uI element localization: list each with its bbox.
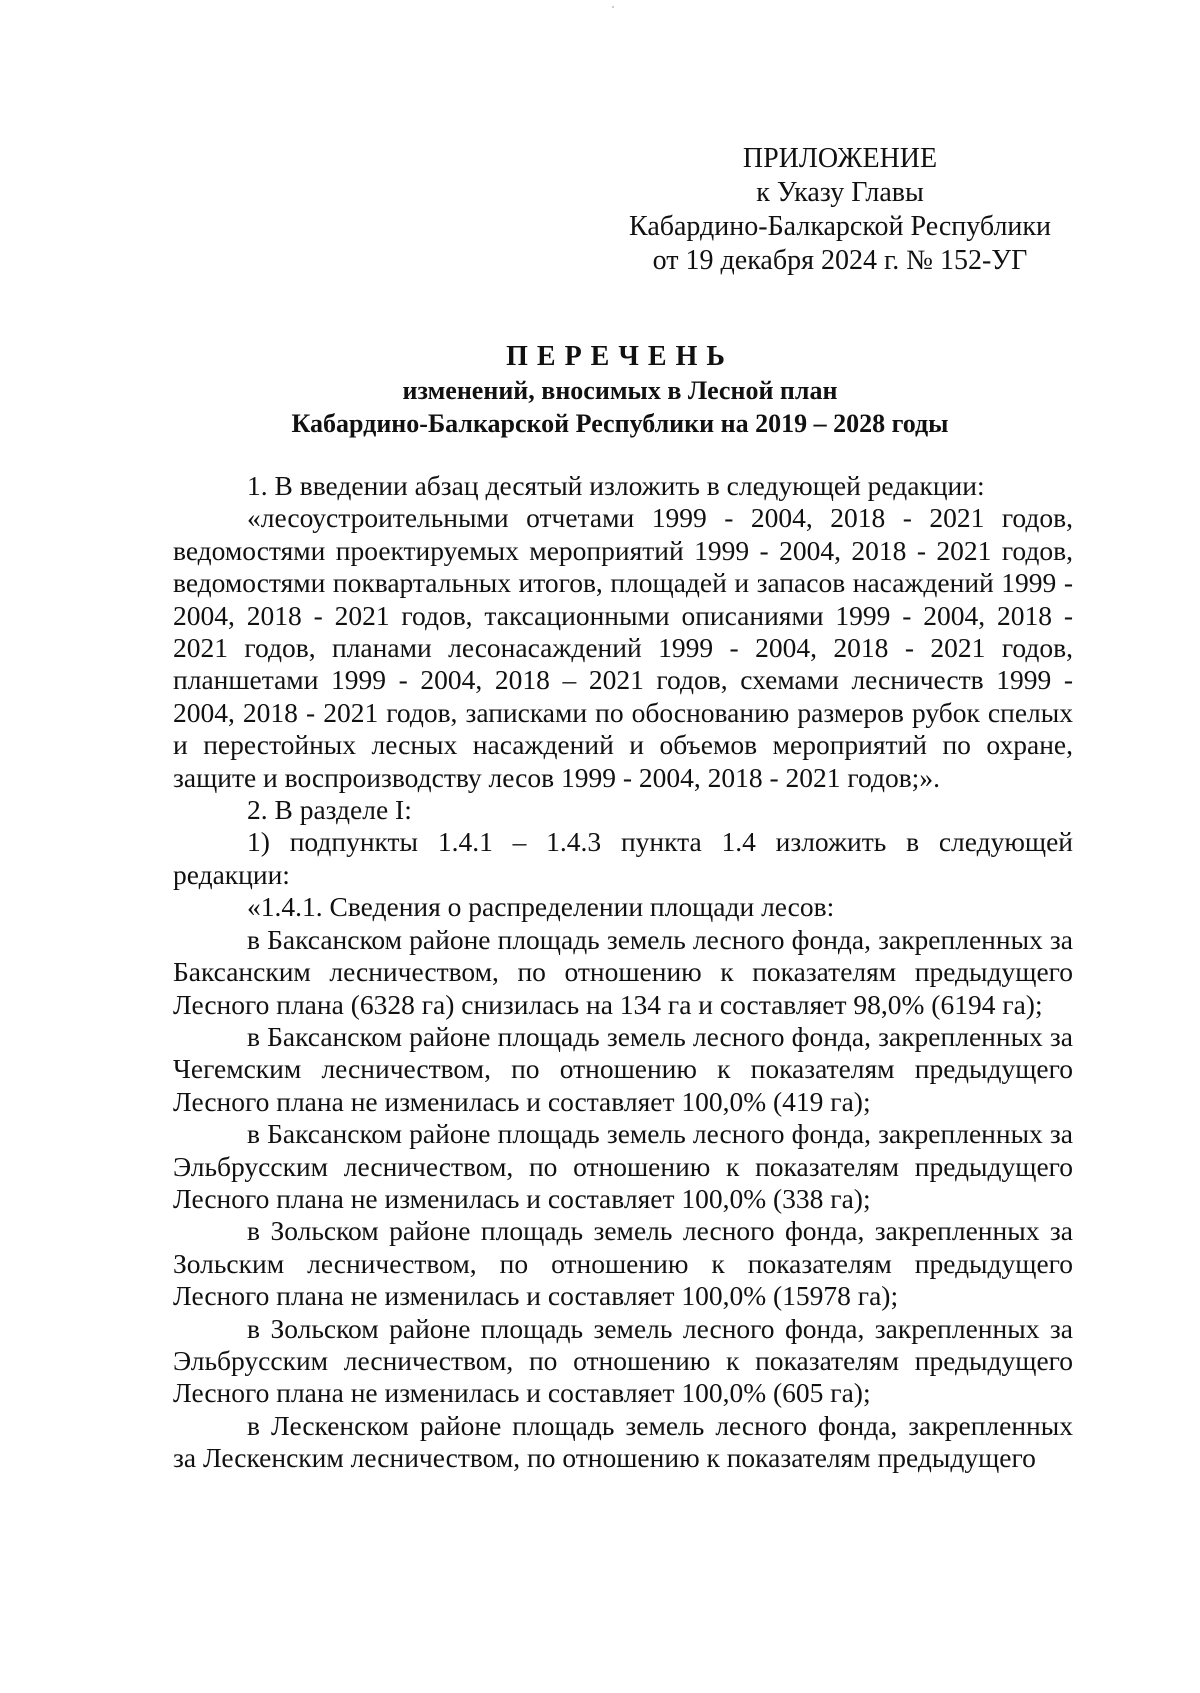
appendix-date-number: от 19 декабря 2024 г. № 152-УГ — [652, 245, 1028, 276]
paragraph-6: в Баксанском районе площадь земель лесного фонда, закрепленных за Баксанским лесничеством, по отношению к показателям предыдущего Лесного плана (6328 га) снизилась на 134 га и составляет 98,0% (6194 га); — [173, 923, 1073, 1020]
paragraph-10: в Зольском районе площадь земель лесного фонда, закрепленных за Эльбрусским лесничеством, по отношению к показателям предыдущего Лесного плана не изменилась и составляет 100,0% (605 га); — [173, 1312, 1073, 1409]
title-subtitle-2: Кабардино-Балкарской Республики на 2019 – 2028 годы — [291, 409, 949, 438]
paragraph-5: «1.4.1. Сведения о распределении площади лесов: — [247, 891, 835, 923]
paragraph-11: в Лескенском районе площадь земель лесного фонда, закрепленных за Лескенским лесничеством, по отношению к показателям предыдущего — [173, 1409, 1073, 1474]
paragraph-8: в Баксанском районе площадь земель лесного фонда, закрепленных за Эльбрусским лесничеством, по отношению к показателям предыдущего Лесного плана не изменилась и составляет 100,0% (338 га); — [173, 1118, 1073, 1214]
document-title — [170, 340, 1070, 440]
appendix-header — [600, 142, 1080, 278]
title-subtitle-1: изменений, вносимых в Лесной план — [402, 376, 838, 405]
appendix-label: ПРИЛОЖЕНИЕ — [742, 143, 938, 174]
paragraph-9: в Зольском районе площадь земель лесного фонда, закрепленных за Зольским лесничеством, по отношению к показателям предыдущего Лесного плана не изменилась и составляет 100,0% (15978 га); — [173, 1215, 1073, 1312]
appendix-republic: Кабардино-Балкарской Республики — [629, 211, 1051, 242]
paragraph-4: 1) подпункты 1.4.1 – 1.4.3 пункта 1.4 изложить в следующей редакции: — [173, 826, 1073, 890]
paragraph-2: «лесоустроительными отчетами 1999 - 2004, 2018 - 2021 годов, ведомостями проектируемых мероприятий 1999 - 2004, 2018 - 2021 годов, ведомостями поквартальных итогов, площадей и запасов насаждений 1999 - 2004, 2018 - 2021 годов, таксационными описаниями 1999 - 2004, 2018 - 2021 годов, планами лесонасаждений 1999 - 2004, 2018 - 2021 годов, планшетами 1999 - 2004, 2018 – 2021 годов, схемами лесничеств 1999 - 2004, 2018 - 2021 годов, записками по обоснованию размеров рубок спелых и перестойных лесных насаждений и объемов мероприятий по охране, защите и воспроизводству лесов 1999 - 2004, 2018 - 2021 годов;». — [173, 502, 1073, 793]
appendix-decree-ref: к Указу Главы — [756, 177, 924, 208]
scan-speck — [612, 6, 614, 8]
paragraph-7: в Баксанском районе площадь земель лесного фонда, закрепленных за Чегемским лесничеством, по отношению к показателям предыдущего Лесного плана не изменилась и составляет 100,0% (419 га); — [173, 1020, 1073, 1117]
document-body — [173, 470, 1073, 1475]
paragraph-3: 2. В разделе I: — [247, 794, 412, 826]
title-main: ПЕРЕЧЕНЬ — [506, 341, 734, 372]
paragraph-1: 1. В введении абзац десятый изложить в следующей редакции: — [247, 470, 985, 501]
